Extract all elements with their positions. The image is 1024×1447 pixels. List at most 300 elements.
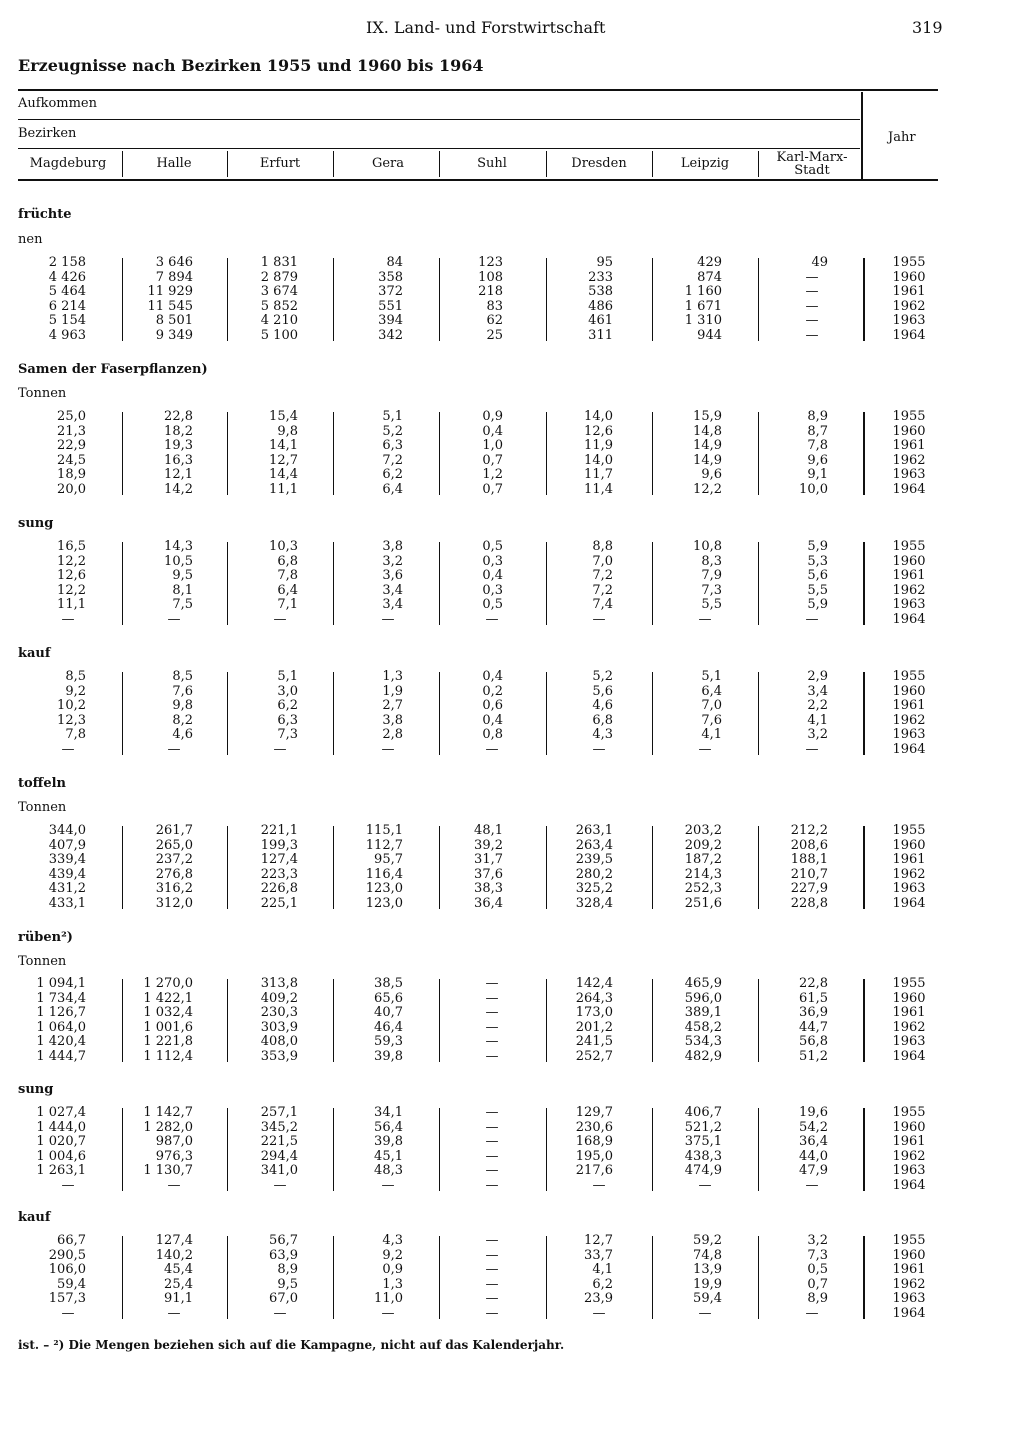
table-cell: 11,7 bbox=[584, 467, 613, 482]
table-cell: 461 bbox=[588, 313, 613, 328]
table-cell: — bbox=[485, 1247, 499, 1263]
column-header-3: Gera bbox=[371, 156, 405, 171]
table-cell: 37,6 bbox=[474, 866, 503, 882]
table-cell: 0,4 bbox=[482, 712, 503, 728]
table-cell: 20,0 bbox=[57, 481, 86, 497]
table-cell: 95,7 bbox=[374, 852, 403, 867]
table-cell: 1 263,1 bbox=[36, 1163, 86, 1178]
table-cell: 6,3 bbox=[277, 712, 298, 728]
year-cell: 1964 bbox=[892, 895, 926, 911]
table-cell: 264,3 bbox=[575, 990, 613, 1006]
table-cell: 1,0 bbox=[482, 438, 503, 453]
header-col-separator bbox=[758, 151, 759, 177]
table-cell: — bbox=[805, 1305, 819, 1321]
table-cell: 5 154 bbox=[48, 313, 86, 328]
table-cell: 408,0 bbox=[260, 1034, 298, 1049]
table-cell: 465,9 bbox=[684, 976, 722, 991]
table-cell: — bbox=[485, 1163, 499, 1178]
table-cell: 9,8 bbox=[172, 698, 193, 713]
table-cell: 1 020,7 bbox=[36, 1134, 86, 1149]
table-cell: 67,0 bbox=[269, 1291, 298, 1306]
table-cell: 11,1 bbox=[57, 597, 86, 612]
year-cell: 1964 bbox=[892, 481, 926, 497]
table-cell: 11,9 bbox=[584, 438, 613, 453]
table-cell: 7 894 bbox=[155, 269, 193, 285]
table-cell: 596,0 bbox=[684, 990, 722, 1006]
table-cell: 7,2 bbox=[592, 582, 613, 598]
table-cell: 263,4 bbox=[575, 837, 613, 853]
table-cell: 48,1 bbox=[474, 823, 503, 838]
table-cell: 5,9 bbox=[807, 597, 828, 612]
table-cell: 8 501 bbox=[155, 313, 193, 328]
year-cell: 1964 bbox=[892, 1177, 926, 1193]
year-cell: 1955 bbox=[892, 539, 926, 554]
table-cell: 25,4 bbox=[164, 1276, 193, 1292]
table-cell: 534,3 bbox=[684, 1034, 722, 1049]
table-cell: 7,0 bbox=[592, 553, 613, 569]
table-cell: 1 831 bbox=[260, 255, 298, 270]
aufkommen-label: Aufkommen bbox=[18, 96, 97, 111]
table-cell: 316,2 bbox=[155, 881, 193, 896]
table-cell: 1 420,4 bbox=[36, 1034, 86, 1049]
jahr-column-separator bbox=[863, 1236, 865, 1319]
year-cell: 1963 bbox=[892, 313, 926, 328]
table-cell: 18,9 bbox=[57, 467, 86, 482]
table-cell: — bbox=[485, 1148, 499, 1164]
table-cell: 129,7 bbox=[575, 1105, 613, 1120]
table-cell: 187,2 bbox=[684, 852, 722, 867]
table-cell: 372 bbox=[378, 284, 403, 299]
table-cell: 12,2 bbox=[57, 553, 86, 569]
table-cell: — bbox=[805, 611, 819, 627]
table-cell: 4,3 bbox=[382, 1233, 403, 1248]
section-title: sung bbox=[18, 516, 54, 531]
year-cell: 1963 bbox=[892, 727, 926, 742]
table-cell: — bbox=[485, 1019, 499, 1035]
year-cell: 1960 bbox=[892, 553, 926, 569]
table-cell: 1 310 bbox=[684, 313, 722, 328]
year-cell: 1963 bbox=[892, 1163, 926, 1178]
table-cell: — bbox=[485, 1233, 499, 1248]
table-cell: 7,0 bbox=[701, 698, 722, 713]
table-cell: 227,9 bbox=[790, 881, 828, 896]
table-cell: — bbox=[805, 1177, 819, 1193]
table-cell: 13,9 bbox=[693, 1262, 722, 1277]
table-cell: 3,2 bbox=[807, 727, 828, 742]
table-cell: 261,7 bbox=[155, 823, 193, 838]
table-cell: 221,5 bbox=[260, 1134, 298, 1149]
table-cell: 0,3 bbox=[482, 553, 503, 569]
table-cell: 1 734,4 bbox=[36, 990, 86, 1006]
table-cell: 40,7 bbox=[374, 1005, 403, 1020]
table-cell: 14,0 bbox=[584, 452, 613, 468]
table-cell: 433,1 bbox=[48, 895, 86, 911]
table-cell: 226,8 bbox=[260, 881, 298, 896]
table-cell: — bbox=[485, 1119, 499, 1135]
year-cell: 1955 bbox=[892, 1105, 926, 1120]
table-cell: 486 bbox=[588, 298, 613, 314]
column-header-7: Karl-Marx- Stadt bbox=[776, 150, 848, 178]
column-separator bbox=[439, 979, 440, 1062]
table-cell: 47,9 bbox=[799, 1163, 828, 1178]
table-cell: 0,9 bbox=[482, 409, 503, 424]
table-cell: 65,6 bbox=[374, 990, 403, 1006]
table-cell: 95 bbox=[596, 255, 613, 270]
table-cell: 63,9 bbox=[269, 1247, 298, 1263]
table-cell: 0,3 bbox=[482, 582, 503, 598]
table-cell: 106,0 bbox=[48, 1262, 86, 1277]
table-cell: 345,2 bbox=[260, 1119, 298, 1135]
table-cell: 14,9 bbox=[693, 438, 722, 453]
table-cell: 210,7 bbox=[790, 866, 828, 882]
year-cell: 1964 bbox=[892, 1048, 926, 1064]
section-title: kauf bbox=[18, 646, 51, 661]
table-cell: 66,7 bbox=[57, 1233, 86, 1248]
table-cell: 8,5 bbox=[65, 669, 86, 684]
top-rule bbox=[18, 89, 938, 91]
table-cell: 406,7 bbox=[684, 1105, 722, 1120]
table-cell: 339,4 bbox=[48, 852, 86, 867]
table-cell: 127,4 bbox=[155, 1233, 193, 1248]
column-header-5: Dresden bbox=[571, 156, 627, 171]
table-cell: — bbox=[61, 741, 75, 757]
table-cell: 228,8 bbox=[790, 895, 828, 911]
table-cell: 59,4 bbox=[57, 1276, 86, 1292]
table-cell: 2 158 bbox=[48, 255, 86, 270]
table-cell: 233 bbox=[588, 269, 613, 285]
table-cell: 48,3 bbox=[374, 1163, 403, 1178]
table-cell: 389,1 bbox=[684, 1005, 722, 1020]
table-cell: 46,4 bbox=[374, 1019, 403, 1035]
section-unit: Tonnen bbox=[18, 386, 67, 401]
jahr-column-separator bbox=[863, 412, 865, 495]
table-cell: 56,4 bbox=[374, 1119, 403, 1135]
year-cell: 1961 bbox=[892, 852, 926, 867]
table-cell: 7,8 bbox=[807, 438, 828, 453]
table-cell: 438,3 bbox=[684, 1148, 722, 1164]
table-cell: 3 674 bbox=[260, 284, 298, 299]
table-cell: 19,6 bbox=[799, 1105, 828, 1120]
table-cell: 1 282,0 bbox=[143, 1119, 193, 1135]
jahr-column-separator bbox=[863, 826, 865, 909]
table-cell: 223,3 bbox=[260, 866, 298, 882]
table-cell: 263,1 bbox=[575, 823, 613, 838]
table-cell: 8,9 bbox=[807, 409, 828, 424]
table-cell: 409,2 bbox=[260, 990, 298, 1006]
table-cell: 214,3 bbox=[684, 866, 722, 882]
table-cell: 341,0 bbox=[260, 1163, 298, 1178]
table-cell: 8,3 bbox=[701, 553, 722, 569]
table-cell: 276,8 bbox=[155, 866, 193, 882]
year-cell: 1960 bbox=[892, 990, 926, 1006]
table-cell: 140,2 bbox=[155, 1247, 193, 1263]
table-cell: 521,2 bbox=[684, 1119, 722, 1135]
table-cell: 84 bbox=[386, 255, 403, 270]
table-cell: 10,5 bbox=[164, 553, 193, 569]
table-cell: 217,6 bbox=[575, 1163, 613, 1178]
year-cell: 1962 bbox=[892, 1148, 926, 1164]
table-cell: 429 bbox=[697, 255, 722, 270]
table-cell: — bbox=[485, 1305, 499, 1321]
table-cell: 5,1 bbox=[277, 669, 298, 684]
table-cell: 1,3 bbox=[382, 1276, 403, 1292]
table-cell: 0,4 bbox=[482, 423, 503, 439]
table-cell: — bbox=[805, 313, 819, 328]
table-cell: 1 094,1 bbox=[36, 976, 86, 991]
table-cell: 2,8 bbox=[382, 727, 403, 742]
table-cell: 21,3 bbox=[57, 423, 86, 439]
table-cell: 7,9 bbox=[701, 568, 722, 583]
table-cell: 14,3 bbox=[164, 539, 193, 554]
table-cell: 8,7 bbox=[807, 423, 828, 439]
bezirken-label: Bezirken bbox=[18, 126, 77, 141]
table-cell: 1,9 bbox=[382, 683, 403, 699]
year-cell: 1962 bbox=[892, 1276, 926, 1292]
table-cell: 874 bbox=[697, 269, 722, 285]
table-cell: 14,2 bbox=[164, 481, 193, 497]
table-cell: 45,4 bbox=[164, 1262, 193, 1277]
year-cell: 1964 bbox=[892, 1305, 926, 1321]
table-cell: 303,9 bbox=[260, 1019, 298, 1035]
table-cell: 7,2 bbox=[382, 452, 403, 468]
table-cell: 142,4 bbox=[575, 976, 613, 991]
table-cell: — bbox=[485, 741, 499, 757]
table-cell: 313,8 bbox=[260, 976, 298, 991]
table-cell: — bbox=[805, 284, 819, 299]
table-cell: 203,2 bbox=[684, 823, 722, 838]
table-cell: 6,4 bbox=[382, 481, 403, 497]
table-cell: 209,2 bbox=[684, 837, 722, 853]
table-cell: 3,4 bbox=[807, 683, 828, 699]
table-cell: 1,2 bbox=[482, 467, 503, 482]
table-cell: 944 bbox=[697, 327, 722, 343]
table-cell: 280,2 bbox=[575, 866, 613, 882]
table-cell: 91,1 bbox=[164, 1291, 193, 1306]
table-cell: 0,5 bbox=[482, 539, 503, 554]
year-cell: 1961 bbox=[892, 568, 926, 583]
table-cell: 18,2 bbox=[164, 423, 193, 439]
header-col-separator bbox=[333, 151, 334, 177]
table-cell: — bbox=[485, 1134, 499, 1149]
jahr-column-separator bbox=[863, 672, 865, 755]
table-cell: 8,9 bbox=[277, 1262, 298, 1277]
table-cell: 62 bbox=[486, 313, 503, 328]
table-cell: 195,0 bbox=[575, 1148, 613, 1164]
table-cell: 1 032,4 bbox=[143, 1005, 193, 1020]
table-cell: 1 130,7 bbox=[143, 1163, 193, 1178]
table-cell: 5,1 bbox=[382, 409, 403, 424]
table-cell: 12,2 bbox=[57, 582, 86, 598]
table-cell: 123,0 bbox=[365, 881, 403, 896]
table-cell: 5 464 bbox=[48, 284, 86, 299]
table-cell: 474,9 bbox=[684, 1163, 722, 1178]
table-cell: 9,1 bbox=[807, 467, 828, 482]
table-cell: 123,0 bbox=[365, 895, 403, 911]
table-cell: 358 bbox=[378, 269, 403, 285]
table-cell: 976,3 bbox=[155, 1148, 193, 1164]
table-cell: 1 112,4 bbox=[143, 1048, 193, 1064]
table-cell: — bbox=[485, 990, 499, 1006]
table-cell: 108 bbox=[478, 269, 503, 285]
year-cell: 1960 bbox=[892, 1119, 926, 1135]
table-cell: — bbox=[805, 327, 819, 343]
section-unit: Tonnen bbox=[18, 954, 67, 969]
table-cell: 0,9 bbox=[382, 1262, 403, 1277]
year-cell: 1955 bbox=[892, 255, 926, 270]
table-cell: 7,2 bbox=[592, 568, 613, 583]
table-cell: — bbox=[485, 1105, 499, 1120]
table-cell: 44,7 bbox=[799, 1019, 828, 1035]
table-cell: 12,1 bbox=[164, 467, 193, 482]
table-cell: — bbox=[698, 611, 712, 627]
table-cell: 16,3 bbox=[164, 452, 193, 468]
table-cell: 31,7 bbox=[474, 852, 503, 867]
table-cell: 4,6 bbox=[172, 727, 193, 742]
table-cell: 7,8 bbox=[65, 727, 86, 742]
table-cell: 2,9 bbox=[807, 669, 828, 684]
jahr-column-separator bbox=[863, 979, 865, 1062]
table-cell: 3,8 bbox=[382, 712, 403, 728]
table-cell: 12,6 bbox=[57, 568, 86, 583]
column-header-0: Magdeburg bbox=[29, 156, 107, 171]
table-cell: 123 bbox=[478, 255, 503, 270]
table-cell: 5,5 bbox=[701, 597, 722, 612]
chapter-heading: IX. Land- und Forstwirtschaft bbox=[366, 18, 606, 37]
table-cell: 12,2 bbox=[693, 481, 722, 497]
table-cell: 252,7 bbox=[575, 1048, 613, 1064]
table-cell: 59,4 bbox=[693, 1291, 722, 1306]
table-cell: 431,2 bbox=[48, 881, 86, 896]
table-cell: 6,2 bbox=[382, 467, 403, 482]
table-cell: 5,9 bbox=[807, 539, 828, 554]
table-cell: — bbox=[698, 1305, 712, 1321]
table-cell: 83 bbox=[486, 298, 503, 314]
table-cell: 10,0 bbox=[799, 481, 828, 497]
year-cell: 1964 bbox=[892, 327, 926, 343]
header-col-separator bbox=[546, 151, 547, 177]
year-cell: 1961 bbox=[892, 1262, 926, 1277]
year-cell: 1963 bbox=[892, 467, 926, 482]
table-cell: 328,4 bbox=[575, 895, 613, 911]
table-cell: 39,8 bbox=[374, 1134, 403, 1149]
table-cell: 3,2 bbox=[382, 553, 403, 569]
table-cell: 9,6 bbox=[701, 467, 722, 482]
table-cell: 0,7 bbox=[482, 481, 503, 497]
table-cell: — bbox=[805, 741, 819, 757]
table-cell: 3 646 bbox=[155, 255, 193, 270]
header-bottom-rule bbox=[18, 179, 938, 181]
year-cell: 1960 bbox=[892, 423, 926, 439]
table-cell: 294,4 bbox=[260, 1148, 298, 1164]
table-cell: 168,9 bbox=[575, 1134, 613, 1149]
table-cell: — bbox=[592, 741, 606, 757]
table-cell: 344,0 bbox=[48, 823, 86, 838]
table-cell: — bbox=[381, 1305, 395, 1321]
table-cell: 22,8 bbox=[799, 976, 828, 991]
section-title: rüben²) bbox=[18, 930, 73, 945]
table-cell: — bbox=[61, 611, 75, 627]
section-unit: Tonnen bbox=[18, 800, 67, 815]
table-cell: 538 bbox=[588, 284, 613, 299]
table-cell: 10,2 bbox=[57, 698, 86, 713]
table-cell: — bbox=[485, 1177, 499, 1193]
column-separator bbox=[439, 1108, 440, 1191]
table-cell: 2,7 bbox=[382, 698, 403, 713]
table-cell: 7,6 bbox=[701, 712, 722, 728]
table-cell: 3,8 bbox=[382, 539, 403, 554]
footnote: ist. – ²) Die Mengen beziehen sich auf die Kampagne, nicht auf das Kalenderjahr. bbox=[18, 1338, 565, 1352]
section-title: früchte bbox=[18, 207, 72, 222]
table-cell: — bbox=[592, 611, 606, 627]
header-col-separator bbox=[227, 151, 228, 177]
year-cell: 1962 bbox=[892, 298, 926, 314]
table-cell: 11,1 bbox=[269, 481, 298, 497]
table-cell: 56,8 bbox=[799, 1034, 828, 1049]
table-cell: 3,4 bbox=[382, 597, 403, 612]
table-cell: 9 349 bbox=[155, 327, 193, 343]
table-cell: 439,4 bbox=[48, 866, 86, 882]
table-cell: 5,6 bbox=[592, 683, 613, 699]
table-cell: 290,5 bbox=[48, 1247, 86, 1263]
table-cell: — bbox=[273, 611, 287, 627]
table-cell: — bbox=[61, 1177, 75, 1193]
column-header-4: Suhl bbox=[477, 156, 507, 171]
table-cell: 1 142,7 bbox=[143, 1105, 193, 1120]
table-cell: 11 929 bbox=[147, 284, 193, 299]
table-cell: 12,7 bbox=[269, 452, 298, 468]
table-cell: 10,8 bbox=[693, 539, 722, 554]
table-cell: 9,6 bbox=[807, 452, 828, 468]
header-col-separator bbox=[122, 151, 123, 177]
table-cell: 251,6 bbox=[684, 895, 722, 911]
jahr-column-separator bbox=[863, 258, 865, 341]
table-cell: 59,3 bbox=[374, 1034, 403, 1049]
table-cell: 3,4 bbox=[382, 582, 403, 598]
table-cell: 225,1 bbox=[260, 895, 298, 911]
table-cell: 407,9 bbox=[48, 837, 86, 853]
table-cell: 7,8 bbox=[277, 568, 298, 583]
table-cell: 3,6 bbox=[382, 568, 403, 583]
table-cell: 208,6 bbox=[790, 837, 828, 853]
table-cell: 237,2 bbox=[155, 852, 193, 867]
table-cell: 34,1 bbox=[374, 1105, 403, 1120]
table-cell: 1 004,6 bbox=[36, 1148, 86, 1164]
table-cell: 9,8 bbox=[277, 423, 298, 439]
year-cell: 1961 bbox=[892, 1005, 926, 1020]
table-cell: 22,8 bbox=[164, 409, 193, 424]
table-cell: 4 210 bbox=[260, 313, 298, 328]
header-rule-1 bbox=[18, 119, 860, 120]
table-cell: 1 160 bbox=[684, 284, 722, 299]
table-cell: 33,7 bbox=[584, 1247, 613, 1263]
table-cell: 74,8 bbox=[693, 1247, 722, 1263]
column-header-1: Halle bbox=[156, 156, 192, 171]
table-cell: 218 bbox=[478, 284, 503, 299]
table-cell: — bbox=[61, 1305, 75, 1321]
year-cell: 1961 bbox=[892, 698, 926, 713]
table-cell: 4 426 bbox=[48, 269, 86, 285]
table-cell: — bbox=[485, 1276, 499, 1292]
year-cell: 1964 bbox=[892, 741, 926, 757]
table-cell: 56,7 bbox=[269, 1233, 298, 1248]
table-cell: 230,3 bbox=[260, 1005, 298, 1020]
table-cell: 5,1 bbox=[701, 669, 722, 684]
year-cell: 1955 bbox=[892, 409, 926, 424]
table-cell: 24,5 bbox=[57, 452, 86, 468]
table-cell: 0,7 bbox=[807, 1276, 828, 1292]
table-cell: 230,6 bbox=[575, 1119, 613, 1135]
year-cell: 1955 bbox=[892, 1233, 926, 1248]
